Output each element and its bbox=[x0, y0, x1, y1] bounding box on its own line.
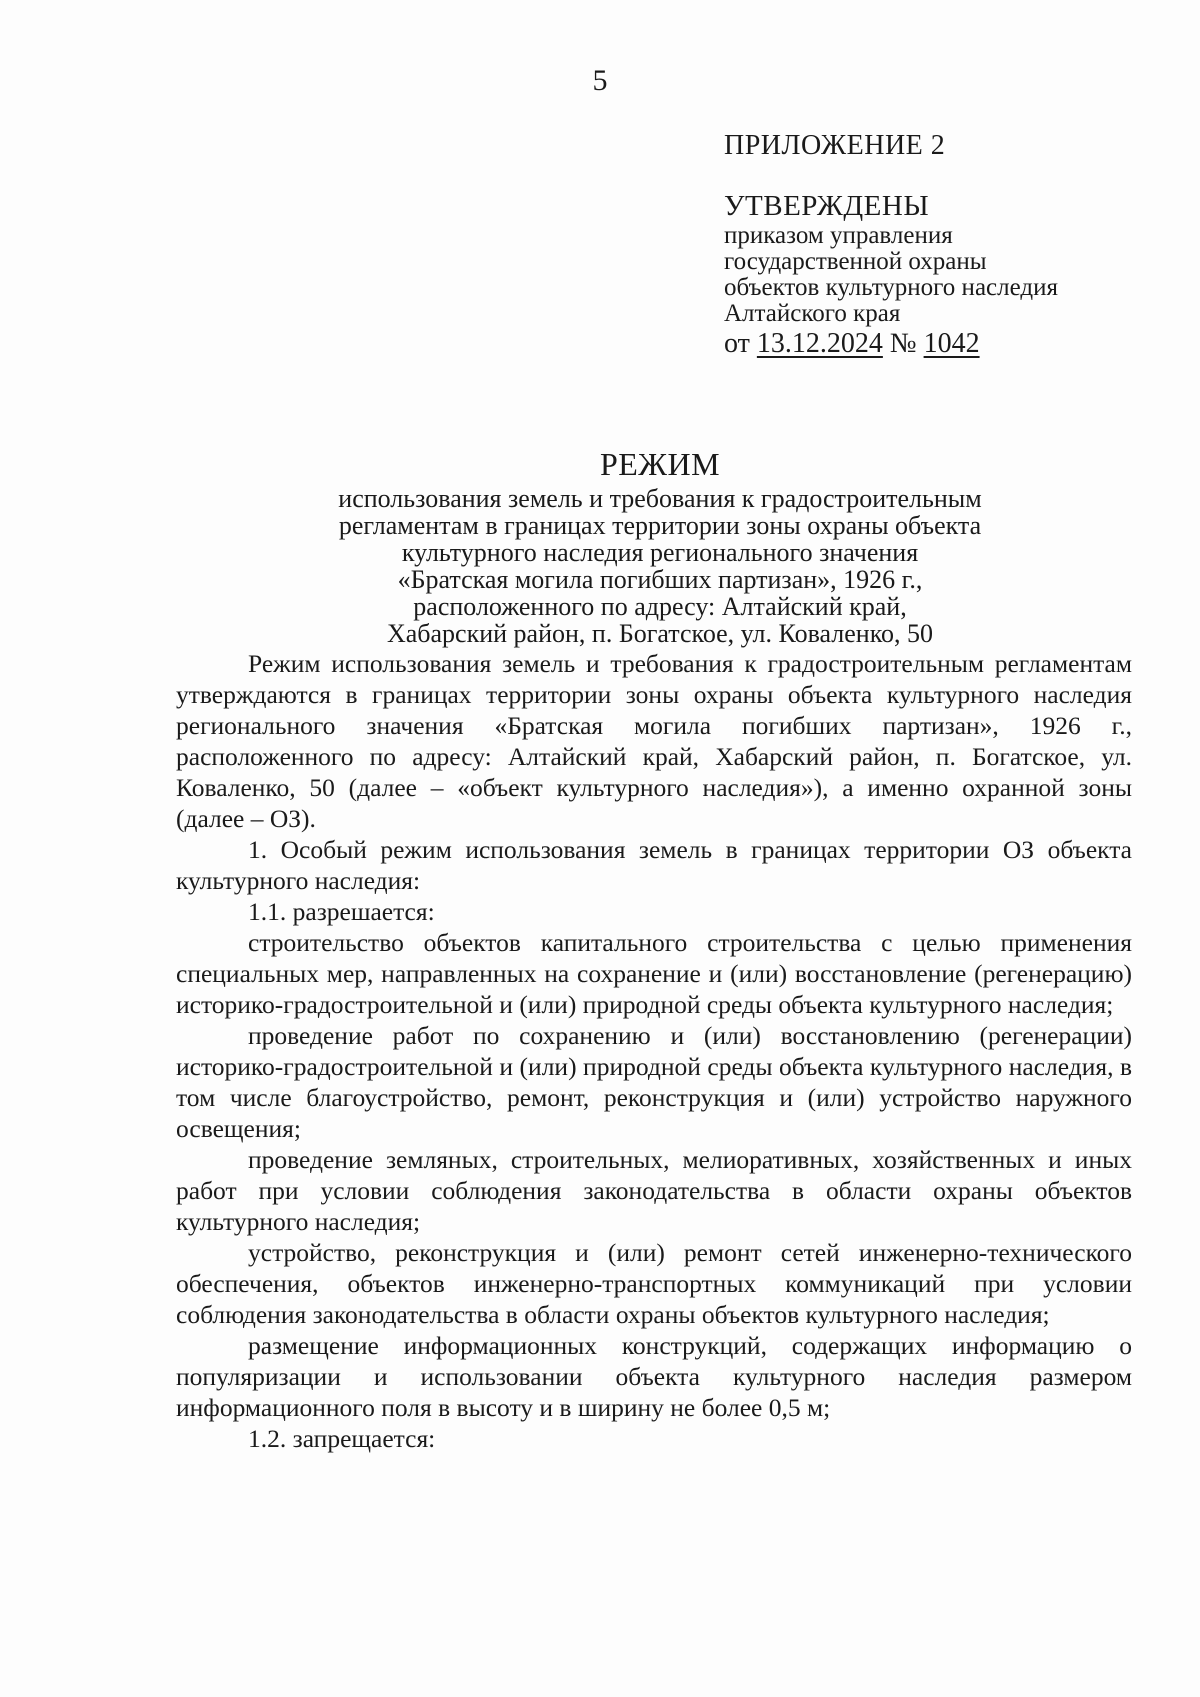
allowed-item: строительство объектов капитального строительства с целью применения специальных мер, направленных на сохранение и (или) восстановление (регенерацию) историко-градостроительной и (или) природной среды объекта культурного наследия; bbox=[176, 928, 1132, 1019]
allowed-item: проведение работ по сохранению и (или) восстановлению (регенерации) историко-градостроительной и (или) природной среды объекта культурного наследия, в том числе благоустройство, ремонт, реконструкция и (или) устройство наружного освещения; bbox=[176, 1021, 1132, 1143]
title-subtitle-line: регламентам в границах территории зоны охраны объекта bbox=[338, 511, 982, 540]
document-title: РЕЖИМ bbox=[599, 446, 721, 482]
title-subtitle-line: расположенного по адресу: Алтайский край, bbox=[413, 592, 907, 621]
title-subtitle-line: использования земель и требования к градостроительным bbox=[338, 484, 982, 513]
approved-heading: УТВЕРЖДЕНЫ bbox=[724, 190, 930, 222]
allowed-item: размещение информационных конструкций, содержащих информацию о популяризации и использовании объекта культурного наследия размером информационного поля в высоту и в ширину не более 0,5 м; bbox=[176, 1331, 1132, 1422]
page-number: 5 bbox=[592, 64, 608, 97]
approval-line: Алтайского края bbox=[724, 300, 901, 327]
order-number: 1042 bbox=[923, 328, 980, 359]
order-prefix: от bbox=[724, 328, 750, 359]
title-subtitle-line: культурного наследия регионального значения bbox=[401, 538, 919, 567]
order-reference bbox=[724, 329, 1058, 359]
title-subtitle-line: «Братская могила погибших партизан», 1926 г., bbox=[397, 565, 923, 594]
approval-line: государственной охраны bbox=[724, 248, 987, 275]
order-date: 13.12.2024 bbox=[756, 328, 883, 359]
title-subtitle-line: Хабарский район, п. Богатское, ул. Коваленко, 50 bbox=[386, 619, 934, 648]
approval-block bbox=[724, 190, 1058, 359]
section-1-heading: 1. Особый режим использования земель в границах территории ОЗ объекта культурного наследия: bbox=[176, 835, 1132, 895]
intro-paragraph: Режим использования земель и требования к градостроительным регламентам утверждаются в границах территории зоны охраны объекта культурного наследия регионального значения «Братская могила погибших партизан», 1926 г., расположенного по адресу: Алтайский край, Хабарский район, п. Богатское, ул. Коваленко, 50 (далее – «объект культурного наследия»), а именно охранной зоны (далее – ОЗ). bbox=[176, 649, 1132, 833]
subsection-1-2-heading: 1.2. запрещается: bbox=[248, 1424, 436, 1453]
order-number-sign: № bbox=[889, 328, 917, 359]
approval-line: объектов культурного наследия bbox=[724, 274, 1058, 301]
document-body bbox=[176, 648, 1132, 1454]
allowed-item: проведение земляных, строительных, мелиоративных, хозяйственных и иных работ при условии соблюдения законодательства в области охраны объектов культурного наследия; bbox=[176, 1145, 1132, 1236]
document-title-block bbox=[180, 446, 1140, 647]
allowed-item: устройство, реконструкция и (или) ремонт сетей инженерно-технического обеспечения, объектов инженерно-транспортных коммуникаций при условии соблюдения законодательства в области охраны объектов культурного наследия; bbox=[176, 1238, 1132, 1329]
appendix-label: ПРИЛОЖЕНИЕ 2 bbox=[724, 130, 946, 161]
subsection-1-1-heading: 1.1. разрешается: bbox=[248, 897, 435, 926]
approval-line: приказом управления bbox=[724, 222, 953, 249]
